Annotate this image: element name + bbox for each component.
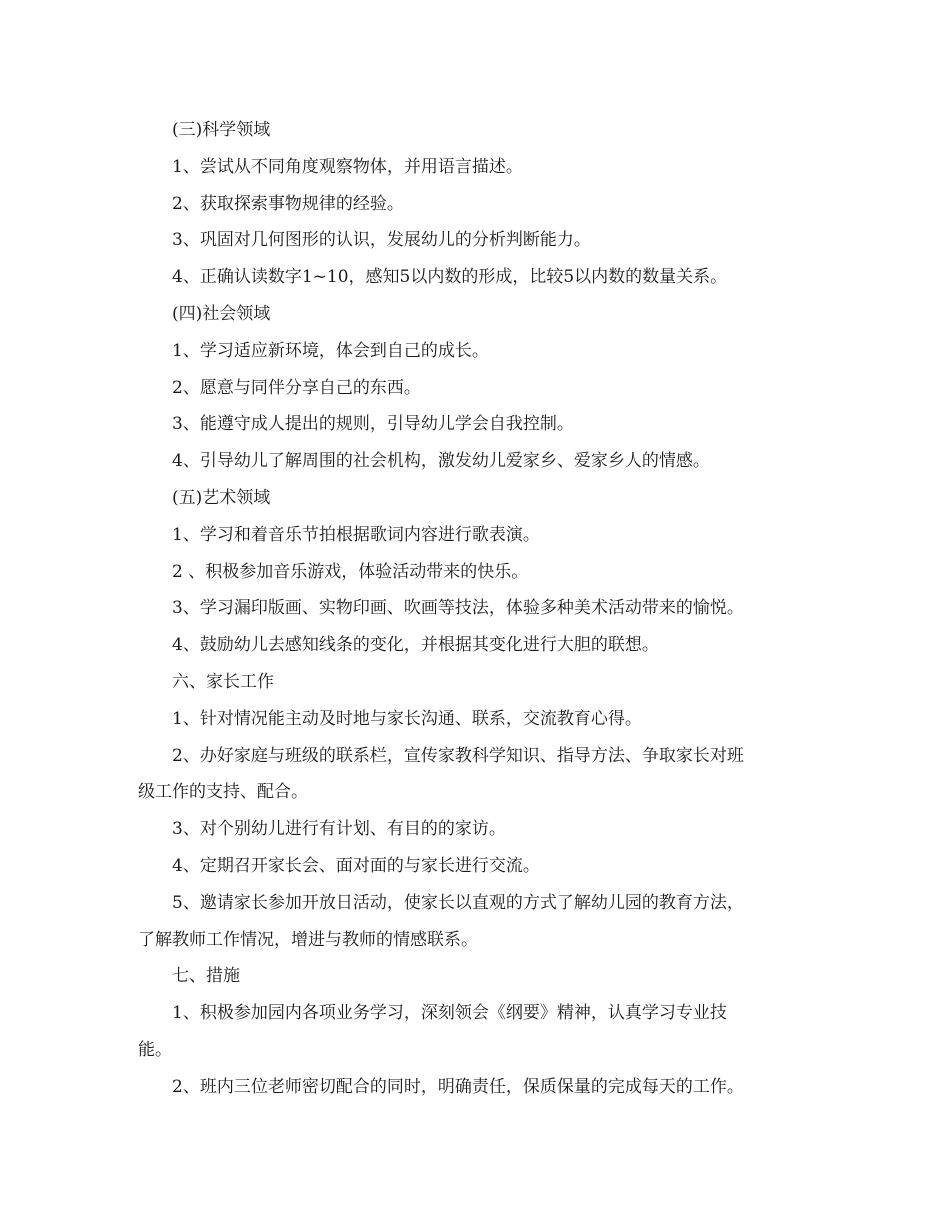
- text-line: 5、邀请家长参加开放日活动，使家长以直观的方式了解幼儿园的教育方法，: [172, 892, 744, 913]
- text-line: (三)科学领域: [172, 120, 271, 140]
- text-line: 1、学习适应新环境，体会到自己的成长。: [172, 340, 489, 361]
- text-line: 2 、积极参加音乐游戏，体验活动带来的快乐。: [172, 561, 529, 582]
- text-line: 1、积极参加园内各项业务学习，深刻领会《纲要》精神，认真学习专业技: [172, 1003, 727, 1024]
- document-body: [138, 112, 810, 1106]
- text-line: 4、引导幼儿了解周围的社会机构，激发幼儿爱家乡、爱家乡人的情感。: [172, 451, 710, 472]
- text-line: 能。: [138, 1039, 172, 1060]
- text-line: 2、办好家庭与班级的联系栏，宣传家教科学知识、指导方法、争取家长对班: [172, 745, 744, 766]
- text-line: (五)艺术领域: [172, 487, 271, 508]
- text-line: 六、家长工作: [172, 671, 274, 692]
- text-line: 1、尝试从不同角度观察物体，并用语言描述。: [172, 156, 523, 177]
- text-line: 3、学习漏印版画、实物印画、吹画等技法，体验多种美术活动带来的愉悦。: [172, 598, 744, 619]
- text-line: (四)社会领域: [172, 303, 271, 324]
- text-line: 级工作的支持、配合。: [138, 782, 308, 803]
- text-line: 2、班内三位老师密切配合的同时，明确责任，保质保量的完成每天的工作。: [172, 1076, 744, 1097]
- text-line: 七、措施: [172, 966, 240, 987]
- text-line: 4、鼓励幼儿去感知线条的变化，并根据其变化进行大胆的联想。: [172, 635, 659, 656]
- text-line: 2、愿意与同伴分享自己的东西。: [172, 377, 421, 398]
- text-line: 1、学习和着音乐节拍根据歌词内容进行歌表演。: [172, 524, 540, 545]
- text-line: 2、获取探索事物规律的经验。: [172, 193, 404, 214]
- text-line: 3、对个别幼儿进行有计划、有目的的家访。: [172, 819, 506, 840]
- text-line: 3、巩固对几何图形的认识，发展幼儿的分析判断能力。: [172, 230, 591, 251]
- text-line: 4、定期召开家长会、面对面的与家长进行交流。: [172, 855, 540, 876]
- text-line: 4、正确认读数字1~10，感知5以内数的形成，比较5以内数的数量关系。: [172, 267, 728, 288]
- text-line: 3、能遵守成人提出的规则，引导幼儿学会自我控制。: [172, 414, 574, 435]
- text-line: 了解教师工作情况，增进与教师的情感联系。: [138, 929, 478, 950]
- text-line: 1、针对情况能主动及时地与家长沟通、联系，交流教育心得。: [172, 708, 642, 729]
